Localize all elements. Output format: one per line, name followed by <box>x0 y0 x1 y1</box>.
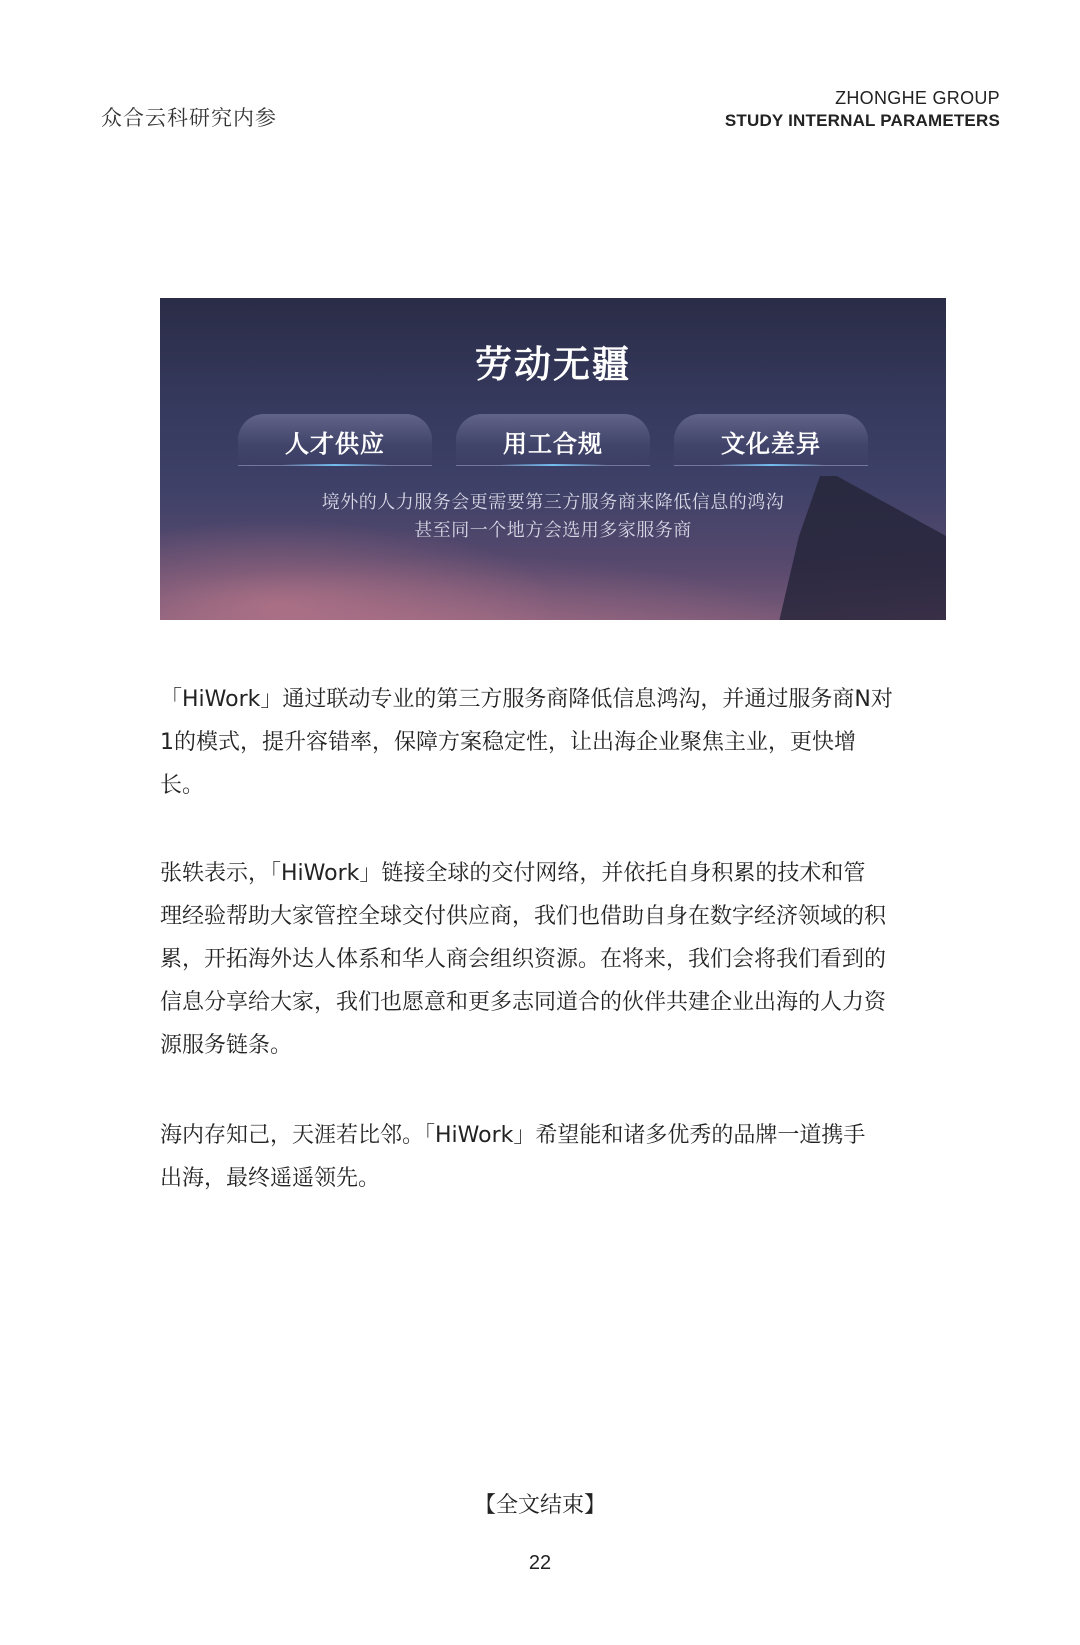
paragraph-line: 1的模式，提升容错率，保障方案稳定性，让出海企业聚焦主业，更快增 <box>160 730 856 755</box>
paragraph-line: 长。 <box>160 773 205 798</box>
paragraph-line: 出海，最终遥遥领先。 <box>160 1166 381 1191</box>
body-paragraph-1 <box>160 678 950 807</box>
banner-pill-talent-supply <box>238 414 432 466</box>
banner-pill-label: 用工合规 <box>503 430 603 458</box>
pill-underline <box>282 464 388 466</box>
page-number: 22 <box>528 1552 552 1574</box>
body-paragraph-2 <box>160 852 950 1067</box>
paragraph-line: 理经验帮助大家管控全球交付供应商，我们也借助自身在数字经济领域的积 <box>160 904 887 929</box>
banner-pill-cultural-difference <box>674 414 868 466</box>
banner-pill-employment-compliance <box>456 414 650 466</box>
pill-underline <box>500 464 606 466</box>
banner-subtitle-line-2: 甚至同一个地方会选用多家服务商 <box>414 520 692 541</box>
brand-line-1: ZHONGHE GROUP <box>835 88 1000 108</box>
end-of-article-mark: 【全文结束】 <box>473 1493 606 1518</box>
paragraph-line: 信息分享给大家，我们也愿意和更多志同道合的伙伴共建企业出海的人力资 <box>160 990 887 1015</box>
pill-underline <box>718 464 824 466</box>
body-paragraph-3 <box>160 1114 950 1200</box>
banner-image <box>160 298 946 620</box>
paragraph-line: 张轶表示，「HiWork」链接全球的交付网络，并依托自身积累的技术和管 <box>160 861 866 886</box>
paragraph-line: 源服务链条。 <box>160 1033 293 1058</box>
publication-title: 众合云科研究内参 <box>101 106 277 130</box>
banner-pill-label: 人才供应 <box>285 430 385 458</box>
brand-line-2: STUDY INTERNAL PARAMETERS <box>724 111 1000 130</box>
banner-subtitle-line-1: 境外的人力服务会更需要第三方服务商来降低信息的鸿沟 <box>321 492 785 513</box>
paragraph-line: 累，开拓海外达人体系和华人商会组织资源。在将来，我们会将我们看到的 <box>160 947 887 972</box>
banner-title: 劳动无疆 <box>475 343 631 386</box>
paragraph-line: 海内存知己，天涯若比邻。「HiWork」希望能和诸多优秀的品牌一道携手 <box>160 1123 866 1148</box>
paragraph-line: 「HiWork」通过联动专业的第三方服务商降低信息鸿沟，并通过服务商N对 <box>160 687 893 712</box>
banner-pill-label: 文化差异 <box>721 430 821 458</box>
publication-brand <box>725 86 1000 132</box>
